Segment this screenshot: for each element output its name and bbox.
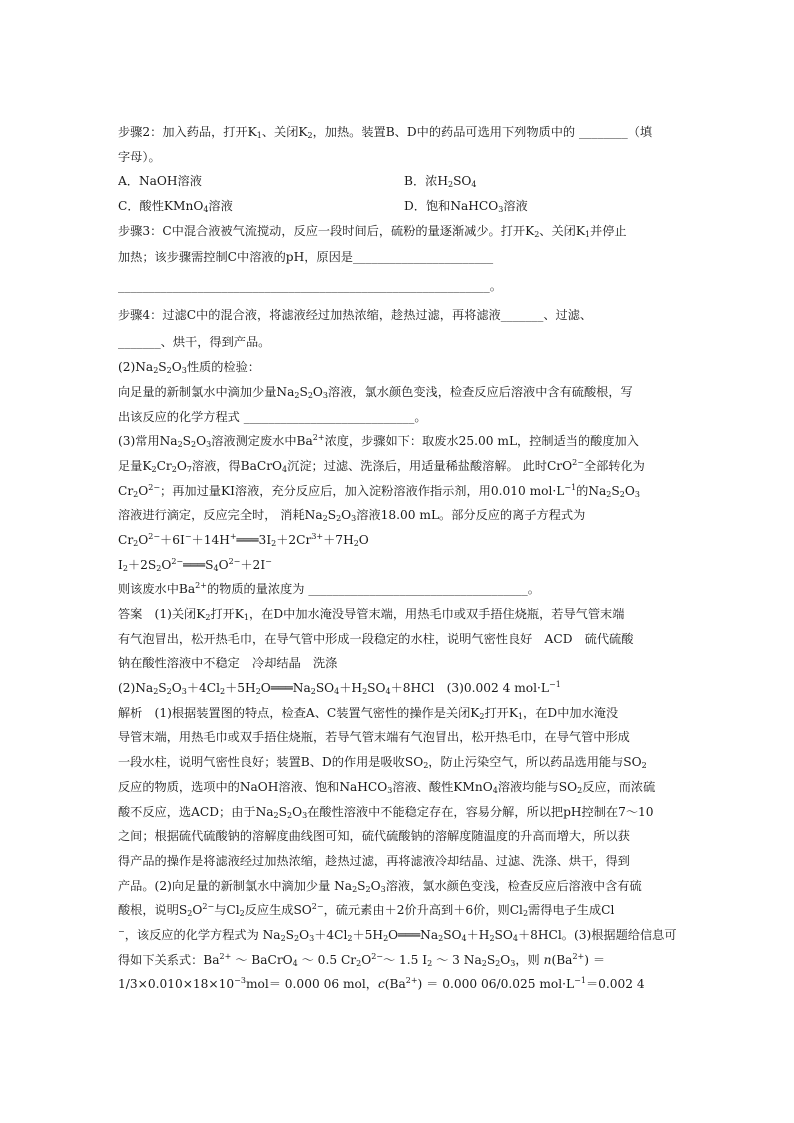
- text-line: 则该废水中$Ba^{2+}$的物质的量浓度为 ____________________________________。: [118, 581, 540, 597]
- text-line: 出该反应的化学方程式 ____________________________。: [118, 409, 427, 424]
- text-line: 钠在酸性溶液中不稳定 冷却结晶 洗涤: [118, 656, 338, 671]
- text-line: _____________________________________________________________。: [118, 279, 502, 294]
- text-line: 步骤3：C中混合液被气流搅动，反应一段时间后，硫粉的量逐渐减少。打开$K_2$、关闭$K_1$并停止: [118, 223, 627, 239]
- options-row: [118, 169, 680, 194]
- text-line: _______、烘干，得到产品。: [118, 335, 271, 350]
- text-line: 加热；该步骤需控制C中溶液的pH，原因是_______________________: [118, 250, 494, 265]
- document-page: [118, 120, 680, 997]
- text-line: 向足量的新制氯水中滴加少量$Na_2S_2O_3$溶液，氯水颜色变浅，检查反应后溶液中含有硫酸根，写: [118, 384, 633, 400]
- option-b: B．浓$H_2SO_4$: [404, 174, 477, 190]
- text-line: 解析 (1)根据装置图的特点，检查A、C装置气密性的操作是关闭$K_2$打开$K_1$，在D中加水淹没: [118, 705, 619, 721]
- text-line: 导管末端，用热毛巾或双手捂住烧瓶，若导气管末端有气泡冒出，松开热毛巾，在导气管中形成: [118, 730, 630, 745]
- text-line: 一段水柱，说明气密性良好；装置B、D的作用是吸收$SO_2$，防止污染空气，所以药品选用能与$SO_2$: [118, 755, 647, 771]
- text-line: 得产品的操作是将滤液经过加热浓缩，趁热过滤，再将滤液冷却结晶、过滤、洗涤、烘干，得到: [118, 853, 630, 868]
- text-line: $I_2+2S_2O^{2-}═══S_4O^{2-}+2I^-$: [118, 556, 272, 573]
- text-line: 酸根，说明$S_2O^{2-}$与$Cl_2$反应生成$SO^{2-}$，硫元素由＋2价升高到＋6价，则$Cl_2$需得电子生成Cl: [118, 902, 615, 919]
- text-line: 产品。(2)向足量的新制氯水中滴加少量 $Na_2S_2O_3$溶液，氯水颜色变浅，检查反应后溶液中含有硫: [118, 878, 642, 894]
- text-line: $1/3\times 0.010\times 18\times 10^{-3}mol= 0.000$ 06 mol，$c(Ba^{2+}) = 0.000$ 06/0.025 $mol\cdot L^{-1}=0.002$ 4: [118, 976, 645, 992]
- text-line: 酸不反应，选ACD；由于$Na_2S_2O_3$在酸性溶液中不能稳定存在，容易分解，所以把pH控制在7～10: [118, 804, 654, 820]
- text-line: 步骤2：加入药品，打开$K_1$、关闭$K_2$，加热。装置B、D中的药品可选用下列物质中的 ________（填: [118, 125, 653, 140]
- text-line: $(2)Na_2S_2O_3+4Cl_2+5H_2O═══Na_2SO_4+H_2SO_4+8HCl$ (3)0.002 4 $mol\cdot L^{-1}$: [118, 680, 561, 697]
- options-row: [118, 194, 680, 219]
- text-line: 足量$K_2Cr_2O_7$溶液，得BaCrO$_4$沉淀；过滤、洗涤后，用适量稀盐酸溶解。 此时CrO$^{2-}$全部转化为: [118, 457, 645, 474]
- text-line: 之间；根据硫代硫酸钠的溶解度曲线图可知，硫代硫酸钠的溶解度随温度的升高而增大，所以获: [118, 829, 630, 844]
- text-line: $Cr_2O^{2-}+6I^-+14H^+═══3I_2+2Cr^{3+}+7H_2O$: [118, 531, 369, 548]
- text-line: $(2)Na_2S_2O_3$性质的检验：: [118, 360, 260, 376]
- text-line: 溶液进行滴定，反应完全时， 消耗$Na_2S_2O_3$溶液18.00 mL。部分反应的离子方程式为: [118, 508, 586, 524]
- text-line: 字母）。: [118, 149, 161, 164]
- text-line: 反应的物质，选项中的NaOH溶液、饱和NaHCO$_3$溶液、酸性KMnO$_4$溶液均能与$SO_2$反应，而浓硫: [118, 779, 656, 795]
- text-line: −，该反应的化学方程式为 $Na_2S_2O_3+4Cl_2+5H_2O═══Na_2SO_4+H_2SO_4+8HCl$。(3)根据题给信息可: [118, 926, 677, 943]
- option-d: D．饱和NaHCO$_3$溶液: [404, 199, 528, 215]
- text-line: 答案 (1)关闭$K_2$打开$K_1$，在D中加水淹没导管末端，用热毛巾或双手捂住烧瓶，若导气管末端: [118, 607, 625, 622]
- text-line: 有气泡冒出，松开热毛巾，在导气管中形成一段稳定的水柱，说明气密性良好 ACD 硫代硫酸: [118, 631, 634, 646]
- option-a: A．NaOH溶液: [118, 174, 202, 189]
- option-c: C．酸性KMnO$_4$溶液: [118, 199, 233, 215]
- text-line: 步骤4：过滤C中的混合液，将滤液经过加热浓缩，趁热过滤，再将滤液_______、过滤、: [118, 308, 593, 323]
- text-line: $Cr_2O^{2-}$；再加过量KI溶液，充分反应后，加入淀粉溶液作指示剂，用0.010 $mol\cdot L^{-1}$的$Na_2S_2O_3$: [118, 482, 640, 499]
- text-line: 得如下关系式：$Ba^{2+}$ ～ BaCrO$_4$ ～ 0.5 $Cr_2O^{2-}\sim$ 1.5 $I_2$ ～ 3 $Na_2S_2O_3$，则 $n(Ba^{2+})$ ＝: [118, 951, 606, 968]
- text-line: (3)常用$Na_2S_2O_3$溶液测定废水中$Ba^{2+}$浓度，步骤如下：取废水25.00 mL，控制适当的酸度加入: [118, 433, 639, 450]
